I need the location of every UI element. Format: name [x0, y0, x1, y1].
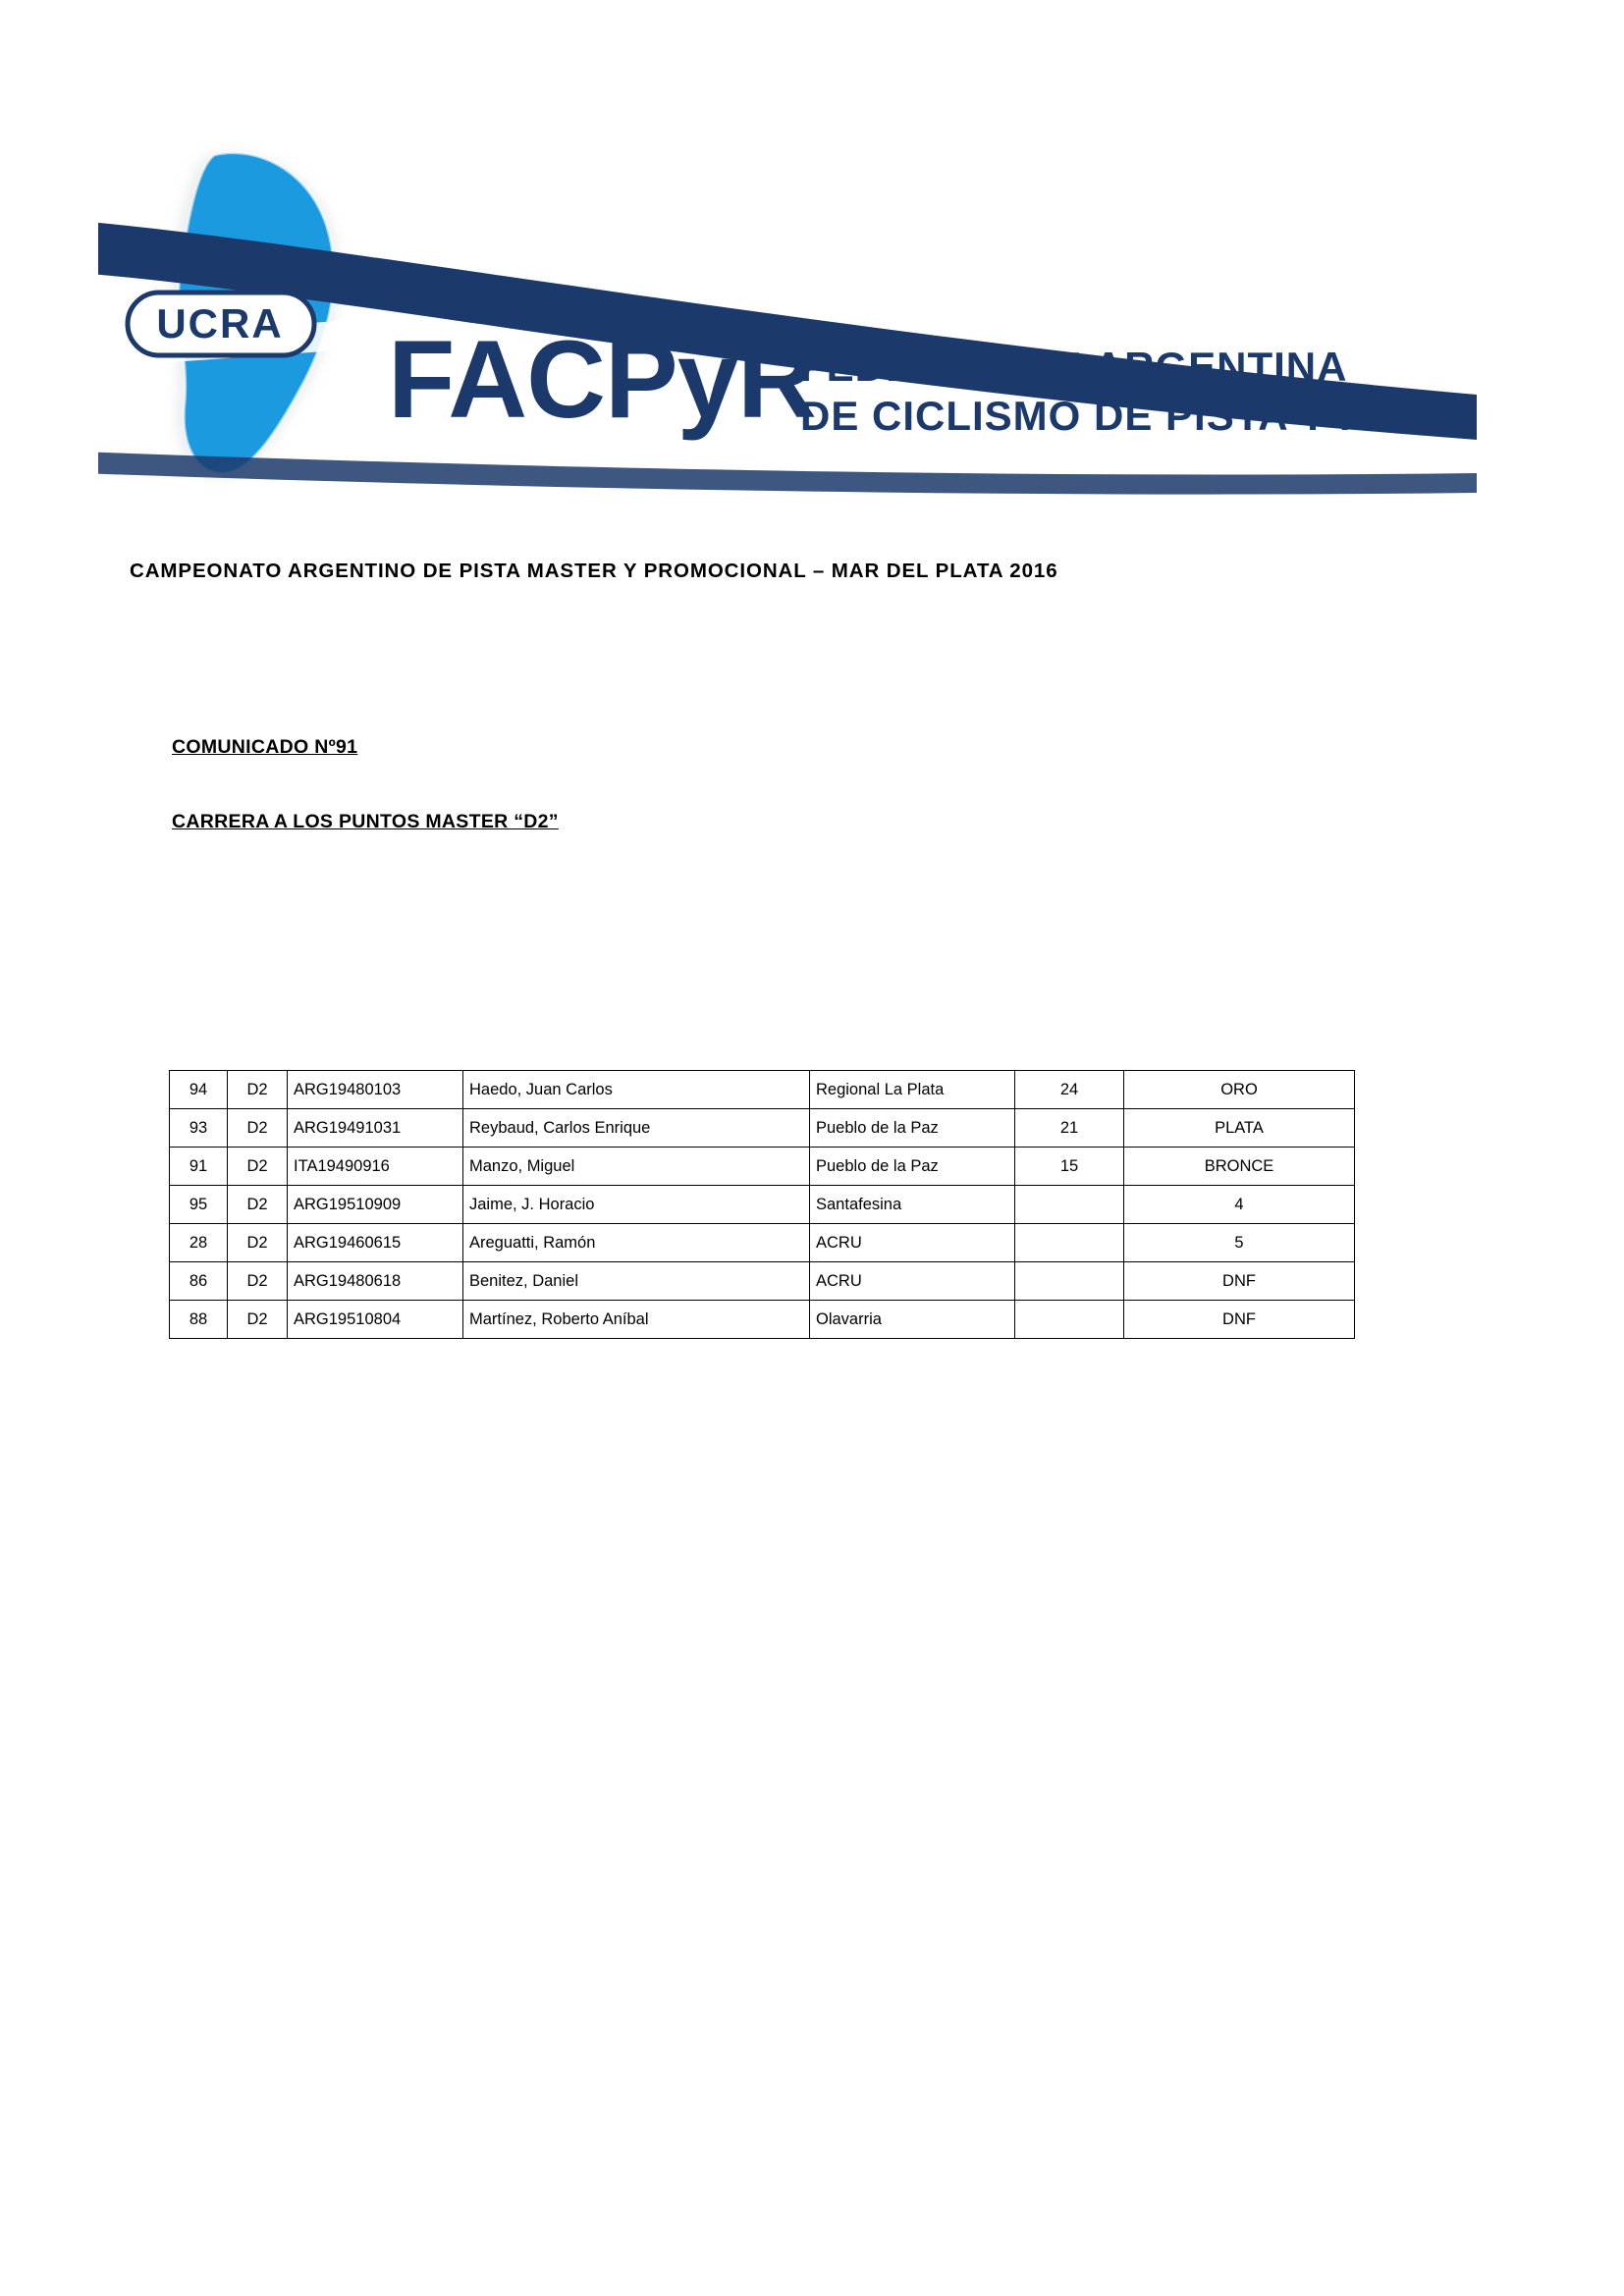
cell-club: Regional La Plata [810, 1071, 1015, 1109]
cell-name: Manzo, Miguel [463, 1148, 810, 1186]
cell-number: 94 [170, 1071, 228, 1109]
cell-club: Pueblo de la Paz [810, 1109, 1015, 1148]
table-row [170, 1071, 1355, 1109]
cell-license: ARG19480618 [288, 1262, 463, 1301]
table-row [170, 1262, 1355, 1301]
federation-line-1: FEDERACION ARGENTINA [800, 344, 1348, 390]
page-title: CAMPEONATO ARGENTINO DE PISTA MASTER Y PROMOCIONAL – MAR DEL PLATA 2016 [130, 560, 1058, 582]
cell-license: ITA19490916 [288, 1148, 463, 1186]
cell-name: Martínez, Roberto Aníbal [463, 1301, 810, 1339]
cell-medal: DNF [1124, 1262, 1355, 1301]
letterhead-logo [98, 128, 1492, 520]
cell-license: ARG19510804 [288, 1301, 463, 1339]
cell-points [1015, 1224, 1124, 1262]
cell-medal: PLATA [1124, 1109, 1355, 1148]
cell-points: 15 [1015, 1148, 1124, 1186]
cell-name: Benitez, Daniel [463, 1262, 810, 1301]
cell-name: Jaime, J. Horacio [463, 1186, 810, 1224]
cell-club: Santafesina [810, 1186, 1015, 1224]
federation-line-2: DE CICLISMO DE PISTA Y RUTA [800, 393, 1455, 439]
cell-number: 88 [170, 1301, 228, 1339]
cell-points: 21 [1015, 1109, 1124, 1148]
cell-medal: BRONCE [1124, 1148, 1355, 1186]
race-title-heading: CARRERA A LOS PUNTOS MASTER “D2” [172, 811, 559, 832]
cell-license: ARG19460615 [288, 1224, 463, 1262]
svg-text:UCRA: UCRA [156, 300, 284, 347]
cell-number: 93 [170, 1109, 228, 1148]
cell-category: D2 [228, 1186, 288, 1224]
cell-club: ACRU [810, 1224, 1015, 1262]
cell-license: ARG19480103 [288, 1071, 463, 1109]
cell-license: ARG19510909 [288, 1186, 463, 1224]
table-row [170, 1301, 1355, 1339]
cell-license: ARG19491031 [288, 1109, 463, 1148]
cell-club: Olavarria [810, 1301, 1015, 1339]
cell-category: D2 [228, 1224, 288, 1262]
cell-category: D2 [228, 1071, 288, 1109]
cell-category: D2 [228, 1148, 288, 1186]
cell-club: ACRU [810, 1262, 1015, 1301]
cell-points [1015, 1301, 1124, 1339]
table-row [170, 1186, 1355, 1224]
cell-name: Reybaud, Carlos Enrique [463, 1109, 810, 1148]
cell-club: Pueblo de la Paz [810, 1148, 1015, 1186]
results-table-body [170, 1071, 1355, 1339]
results-table-container [169, 1070, 1445, 1339]
cell-number: 28 [170, 1224, 228, 1262]
cell-number: 95 [170, 1186, 228, 1224]
cell-medal: DNF [1124, 1301, 1355, 1339]
cell-number: 86 [170, 1262, 228, 1301]
cell-points: 24 [1015, 1071, 1124, 1109]
table-row [170, 1224, 1355, 1262]
cell-category: D2 [228, 1109, 288, 1148]
cell-category: D2 [228, 1262, 288, 1301]
brand-wordmark: FACPyR [388, 318, 816, 441]
table-row [170, 1148, 1355, 1186]
results-table [169, 1070, 1355, 1339]
comunicado-heading: COMUNICADO Nº91 [172, 736, 358, 758]
cell-medal: ORO [1124, 1071, 1355, 1109]
cell-medal: 4 [1124, 1186, 1355, 1224]
cell-points [1015, 1262, 1124, 1301]
ucra-badge [128, 293, 314, 355]
cell-category: D2 [228, 1301, 288, 1339]
cell-medal: 5 [1124, 1224, 1355, 1262]
cell-points [1015, 1186, 1124, 1224]
cell-name: Areguatti, Ramón [463, 1224, 810, 1262]
cell-name: Haedo, Juan Carlos [463, 1071, 810, 1109]
facpyr-logo-graphic [98, 128, 1492, 520]
cell-number: 91 [170, 1148, 228, 1186]
table-row [170, 1109, 1355, 1148]
